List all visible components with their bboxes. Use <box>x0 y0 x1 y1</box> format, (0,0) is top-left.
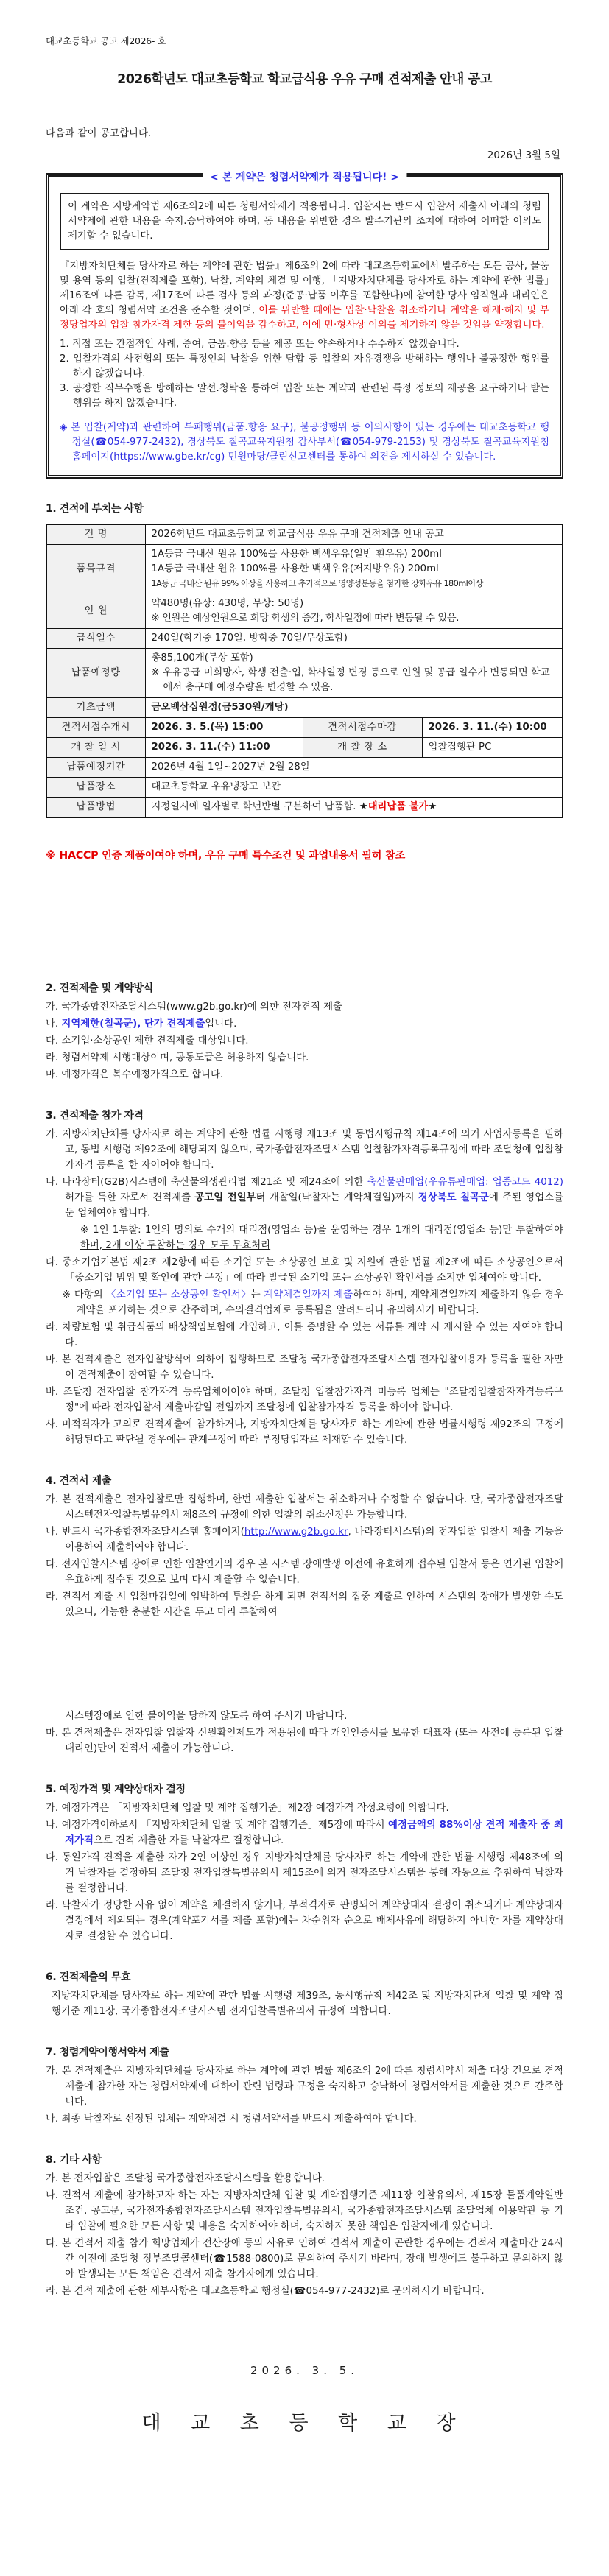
row-method-label: 납품방법 <box>46 798 145 818</box>
section7-items <box>46 2063 563 2127</box>
row-bid-open-label: 개 찰 일 시 <box>46 738 145 758</box>
row-qty-label: 납품예정량 <box>46 649 145 698</box>
row-bid-place-value: 입찰집행관 PC <box>422 738 563 758</box>
table-row <box>46 649 563 698</box>
section4-heading: 4. 견적서 제출 <box>46 1475 111 1487</box>
s3-na-mid1: 허가를 득한 자로서 견적제출 <box>65 1192 195 1203</box>
s8-item-da: 다. 본 견적서 제출 참가 희망업체가 전산장애 등의 사유로 인하여 견적서 제출이 곤란한 경우에는 견적서 제출마간 24시간 이전에 조달청 정부조달콜센터(☎1588-0800)로 문의하여 주시기 바라며, 장애 발생에도 불구하고 문의하지 않아 발생되는 모든 책임은 견적서 제출 참가자에게 있습니다. <box>46 2238 563 2280</box>
s3-na-pre: 나. 나라장터(G2B)시스템에 축산물위생관리법 제21조 및 제24조에 의한 <box>46 1177 367 1188</box>
spec-line-3: 1A등급 국내산 원유 99% 이상을 사용하고 추가적으로 영양성분등을 첨가한 강화우유 180ml이상 <box>151 579 483 588</box>
spec-line-1: 1A등급 국내산 원유 100%를 사용한 백색우유(일반 흰우유) 200ml <box>151 549 442 560</box>
s3-na-post: 에 주된 영업소를 둔 업체여야 합니다. <box>65 1192 564 1219</box>
s4-na-pre: 나. 반드시 국가종합전자조달시스템 홈페이지( <box>46 1527 244 1538</box>
s4-item-na <box>46 1524 563 1555</box>
s2-item-na <box>46 1016 563 1032</box>
s3-na-license: 축산물판매업(우유류판매업: 업종코드 4012) <box>367 1177 563 1188</box>
corruption-report-notice: ◈ 본 입찰(계약)과 관련하여 부패행위(금품.향응 요구), 불공정행위 등 이의사항이 있는 경우에는 대교초등학교 행정실(☎054-977-2432), 경상북도 칠곡교육지원청 감사부서(☎054-979-2153) 및 경상북도 칠곡교육지원청 홈페이지(https://www.gbe.kr/cg) 민원마당/클린신고센터를 통하여 의견을 제시하실 수 있습니다. <box>60 422 549 462</box>
table-row <box>46 798 563 818</box>
row-spec-label: 품목규격 <box>46 545 145 594</box>
pledge-paragraph-black: 『지방자치단체를 당사자로 하는 계약에 관한 법률』제6조의 2에 따라 대교초등학교에서 발주하는 모든 공사, 물품 및 용역 등의 입찰(견적제출 포함), 낙찰, 계약의 체결 및 이행, 「지방자치단체를 당사자로 하는 계약에 관한 법률」제16조에 따른 감독, 제17조에 따른 검사 등의 과정(준공·납품 이후를 포함한다)에 참여한 당사 임직원과 대리인은 아래 각 호의 청렴서약 조건을 준수할 것이며, <box>60 261 549 316</box>
s2-item-ga: 가. 국가종합전자조달시스템(www.g2b.go.kr)에 의한 전자견적 제출 <box>46 1002 343 1013</box>
s3-na-region: 경상북도 칠곡군 <box>418 1192 489 1203</box>
s2-item-ra: 라. 청렴서약제 시행대상이며, 공동도급은 허용하지 않습니다. <box>46 1052 309 1063</box>
section7-heading: 7. 청렴계약이행서약서 제출 <box>46 2047 169 2058</box>
s5-award-rule: 예정금액의 88%이상 견적 제출자 중 최저가격 <box>65 1820 563 1846</box>
row-name-value: 2026학년도 대교초등학교 학교급식용 우유 구매 견적제출 안내 공고 <box>145 524 563 545</box>
s3-da-note-pre: ※ 다항의 <box>62 1289 107 1301</box>
s4-item-ra-part2: 시스템장애로 인한 불이익을 당하지 않도록 하여 주시기 바랍니다. <box>65 1711 348 1722</box>
s4-item-ra-part1: 라. 견적서 제출 시 입찰마감일에 임박하여 투찰을 하게 되면 견적서의 집중 제출로 인하여 시스템의 장애가 발생할 수도 있으니, 가능한 충분한 시간을 두고 미리 투찰하여 <box>46 1591 563 1618</box>
row-place-label: 납품장소 <box>46 778 145 798</box>
s3-item-ma: 마. 본 견적제출은 전자입찰방식에 의하여 집행하므로 조달청 국가종합전자조달시스템 전자입찰이용자 등록을 필한 자만이 견적제출에 참여할 수 있습니다. <box>46 1354 563 1381</box>
s5-item-da: 다. 동일가격 견적을 제출한 자가 2인 이상인 경우 지방자치단체를 당사자로 하는 계약에 관한 법률 시행령 제48조에 의거 낙찰자를 결정하되 조달청 전자입찰특별유의서 제15조에 의거 전자조달시스템을 통해 자동으로 추첨하여 낙찰자를 결정합니다. <box>46 1852 563 1894</box>
haccp-note: ※ HACCP 인증 제품이여야 하며, 우유 구매 특수조건 및 과업내용서 필히 참조 <box>46 850 405 862</box>
method-text: 지정일시에 일자별로 학년반별 구분하여 납품함. <box>151 801 359 812</box>
s3-item-ba: 바. 조달청 전자입찰 참가자격 등록업체이어야 하며, 조달청 입찰참가자격 미등록 업체는 "조달청입찰참자자격등록규정"에 따라 전자입찰서 제출마감일 전일까지 조달청에 입찰참가자격 등록을 하여야 합니다. <box>46 1387 563 1413</box>
row-place-value: 대교초등학교 우유냉장고 보관 <box>145 778 563 798</box>
spec-line-2: 1A등급 국내산 원유 100%를 사용한 백색우유(저지방우유) 200ml <box>151 563 439 574</box>
s3-one-bid-note <box>80 1222 563 1253</box>
pledge-item-1: 1. 직접 또는 간접적인 사례, 증여, 금품.향응 등을 제공 또는 약속하거나 수수하지 않겠습니다. <box>60 339 460 350</box>
s7-item-na: 나. 최종 낙찰자로 선정된 업체는 계약체결 시 청렴서약서를 반드시 제출하여야 합니다. <box>46 2114 417 2125</box>
s3-da-note-cert: 〈소기업 또는 소상공인 확인서〉 <box>106 1289 251 1301</box>
s4-item-ma: 마. 본 견적제출은 전자입찰 입찰자 신원확인제도가 적용됨에 따라 개인인증서를 보유한 대표자 (또는 사전에 등록된 입찰대리인)만이 견적서 제출이 가능합니다. <box>46 1728 563 1754</box>
section5-heading: 5. 예정가격 및 계약상대자 결정 <box>46 1784 186 1795</box>
row-base-value: 금오백삼십원정(금530원/개당) <box>145 698 563 718</box>
s2-item-ma: 마. 예정가격은 복수예정가격으로 합니다. <box>46 1069 224 1080</box>
pledge-item-list <box>60 337 549 411</box>
pledge-inner-box: 이 계약은 지방계약법 제6조의2에 따른 청렴서약제가 적용됩니다. 입찰자는 반드시 입찰서 제출시 아래의 청렴서약제에 관한 내용을 숙지.승낙하여야 하며, 동 내용을 위반한 경우 발주기관의 조치에 대하여 어떠한 이의도 제기할 수 없습니다. <box>60 193 549 250</box>
section2-items <box>46 999 563 1083</box>
section3-heading: 3. 견적제출 참가 자격 <box>46 1110 144 1122</box>
announcement-date: 2026년 3월 5일 <box>487 149 560 161</box>
s8-item-na: 나. 견적서 제출에 참가하고자 하는 자는 지방자치단체 입찰 및 계약집행기준 제11장 입찰유의서, 제15장 물품계약일반조건, 공고문, 국가전자종합전자조달시스템 전자입찰특별유의서, 국가종합전자조달시스템 조달업체 이용약관 등 기타 입찰에 필요한 모든 사항 및 내용을 숙지하여야 하며, 숙지하지 못한 책임은 입찰자에게 있습니다. <box>46 2190 563 2232</box>
section2-heading: 2. 견적제출 및 계약방식 <box>46 982 153 994</box>
method-star-left: ★ <box>359 801 368 812</box>
s3-da-note <box>63 1287 563 1318</box>
table-row <box>46 524 563 545</box>
row-period-label: 납품예정기간 <box>46 758 145 778</box>
table-row <box>46 698 563 718</box>
s3-item-sa: 사. 미적격자가 고의로 견적제출에 참가하거나, 지방자치단체를 당사자로 하는 계약에 관한 법률시행령 제92조의 규정에 해당된다고 판단될 경우에는 관계규정에 따라 부정당업자로 제재할 수 있습니다. <box>46 1419 563 1446</box>
row-method-value <box>145 798 563 818</box>
g2b-url-link: http://www.g2b.go.kr <box>244 1527 348 1538</box>
s3-one-bid-note-text: ※ 1인 1투찰: 1인의 명의로 수개의 대리점(영업소 등)을 운영하는 경우 1개의 대리점(영업소 등)만 투찰하여야 하며, 2개 이상 투찰하는 경우 모두 무효처리 <box>80 1225 563 1251</box>
people-line-1: 약480명(유상: 430명, 무상: 50명) <box>151 598 304 609</box>
s3-da-note-deadline: 계약체결일까지 제출 <box>264 1289 353 1301</box>
pledge-paragraph <box>60 259 549 333</box>
pledge-item-3: 3. 공정한 직무수행을 방해하는 알선.청탁을 통하여 입찰 또는 계약과 관련된 특정 정보의 제공을 요구하거나 받는 행위를 하지 않겠습니다. <box>60 383 549 409</box>
table-row <box>46 629 563 649</box>
table-row <box>46 545 563 594</box>
section6-body: 지방자치단체를 당사자로 하는 계약에 관한 법률 시행령 제39조, 동시행규칙 제42조 및 지방자치단체 입찰 및 계약 집행기준 제11장, 국가종합전자조달시스템 전자입찰특별유의서 규정에 의합니다. <box>52 1991 563 2017</box>
s3-item-da: 다. 중소기업기본법 제2조 제2항에 따른 소기업 또는 소상공인 보호 및 지원에 관한 법률 제2조에 따른 소상공인으로서 「중소기업 범위 및 확인에 관한 규정」에 따라 발급된 소기업 또는 소상공인 확인서를 소지한 업체여야 합니다. <box>46 1257 563 1284</box>
s7-item-ga: 가. 본 견적제출은 지방자치단체를 당사자로 하는 계약에 관한 법률 제6조의 2에 따른 청렴서약서 제출 대상 건으로 견적제출에 참가한 자는 청렴서약제에 대하여 관련 법령과 규정을 숙지하고 승낙하여 청렴서약서를 제출한 것으로 간주합니다. <box>46 2066 563 2108</box>
s8-item-ga: 가. 본 전자입찰은 조달청 국가종합전자조달시스템을 활용합니다. <box>46 2173 325 2184</box>
s5-item-ga: 가. 예정가격은 「지방자치단체 입찰 및 계약 집행기준」제2장 예정가격 작성요령에 의합니다. <box>46 1803 449 1814</box>
section8-heading: 8. 기타 사항 <box>46 2154 102 2166</box>
section5-items <box>46 1801 563 1944</box>
table-row <box>46 594 563 629</box>
s5-na-pre: 나. 예정가격이하로서 「지방자치단체 입찰 및 계약 집행기준」제5장에 따라서 <box>46 1820 389 1831</box>
s3-item-ga: 가. 지방자치단체를 당사자로 하는 계약에 관한 법률 시행령 제13조 및 동법시행규칙 제14조에 의거 사업자등록을 필하고, 동법 시행령 제92조에 해당되지 않으며, 국가종합전자조달시스템 입찰참가자격등록규정에 따라 조달청에 입찰참가자격 등록을 한 자이어야 합니다. <box>46 1129 563 1171</box>
principal-signature: 대 교 초 등 학 교 장 <box>141 2412 468 2435</box>
row-qty-value <box>145 649 563 698</box>
intro-line: 다음과 같이 공고합니다. <box>46 127 152 139</box>
method-star-right: ★ <box>428 801 437 812</box>
section4-items <box>46 1492 563 1756</box>
bid-conditions-table <box>46 524 563 818</box>
qty-line-2: ※ 우유공급 미희망자, 학생 전출·입, 학사일정 변경 등으로 인원 및 공급 일수가 변동되면 학교에서 총구매 예정수량을 변경할 수 있음. <box>151 667 550 693</box>
s4-item-da: 다. 전자입찰시스템 장애로 인한 입찰연기의 경우 본 시스템 장애발생 이전에 유효하게 접수된 입찰서 등은 연기된 입찰에 유효하게 접수된 것으로 보며 다시 제출할 수 없습니다. <box>46 1559 563 1586</box>
method-no-proxy: 대리납품 불가 <box>367 801 429 812</box>
s4-item-ga: 가. 본 견적제출은 전자입찰로만 집행하며, 한번 제출한 입찰서는 취소하거나 수정할 수 없습니다. 단, 국가종합전자조달시스템전자입찰특별유의서 제8조의 규정에 의한 입찰의 취소신청은 가능합니다. <box>46 1494 563 1521</box>
page-title: 2026학년도 대교초등학교 학교급식용 우유 구매 견적제출 안내 공고 <box>117 72 492 87</box>
pledge-item-2: 2. 입찰가격의 사전협의 또는 특정인의 낙찰을 위한 담합 등 입찰의 자유경쟁을 방해하는 행위나 불공정한 행위를 하지 않겠습니다. <box>60 353 549 379</box>
row-close-value: 2026. 3. 11.(수) 10:00 <box>422 718 563 738</box>
section6-body-wrap <box>46 1988 563 2019</box>
table-row <box>46 738 563 758</box>
row-close-label: 견적서접수마감 <box>303 718 422 738</box>
row-days-value: 240일(학기중 170일, 방학중 70일/무상포함) <box>145 629 563 649</box>
s4-na-post: , 나라장터시스템)의 전자입찰 입찰서 제출 기능을 이용하여 제출하여야 합니다. <box>65 1527 563 1553</box>
row-open-start-label: 견적서접수개시 <box>46 718 145 738</box>
people-line-2: ※ 인원은 예상인원으로 희망 학생의 증감, 학사일정에 따라 변동될 수 있음. <box>151 613 460 624</box>
integrity-pledge-box <box>46 173 563 479</box>
s2-na-pre: 나. <box>46 1018 62 1030</box>
row-period-value: 2026년 4월 1일~2027년 2월 28일 <box>145 758 563 778</box>
row-days-label: 급식일수 <box>46 629 145 649</box>
row-spec-value <box>145 545 563 594</box>
s3-na-bold: 공고일 전일부터 <box>194 1192 266 1203</box>
pledge-paragraph-red: 이를 위반할 때에는 입찰·낙찰을 취소하거나 계약을 해제·해지 및 부정당업자의 입찰 참가자격 제한 등의 불이익을 감수하고, 이에 민·형사상 이의를 제기하지 않을 것임을 약정합니다. <box>60 305 549 331</box>
page-break-gap <box>46 1620 563 1707</box>
s3-item-na <box>46 1175 563 1221</box>
row-base-label: 기초금액 <box>46 698 145 718</box>
section6-heading: 6. 견적제출의 무효 <box>46 1971 131 1983</box>
row-bid-open-value: 2026. 3. 11.(수) 11:00 <box>145 738 303 758</box>
s2-na-region-limit: 지역제한(칠곡군), 단가 견적제출 <box>61 1018 205 1030</box>
signature-date: 2026. 3. 5. <box>250 2364 359 2377</box>
row-bid-place-label: 개 찰 장 소 <box>303 738 422 758</box>
s2-item-da: 다. 소기업·소상공인 제한 견적제출 대상입니다. <box>46 1035 249 1046</box>
section1-heading: 1. 견적에 부치는 사항 <box>46 503 144 515</box>
row-name-label: 건 명 <box>46 524 145 545</box>
pledge-box-legend: < 본 계약은 청렴서약제가 적용됩니다! > <box>203 169 406 184</box>
s3-item-ra: 라. 차량보험 및 취급식품의 배상책임보험에 가입하고, 이를 증명할 수 있는 서류를 계약 시 제시할 수 있는 자여야 합니다. <box>46 1322 563 1348</box>
s3-na-mid2: 개찰일(낙찰자는 계약체결일)까지 <box>265 1192 418 1203</box>
table-row <box>46 778 563 798</box>
row-people-value <box>145 594 563 629</box>
s2-na-post: 입니다. <box>205 1018 237 1030</box>
row-open-start-value: 2026. 3. 5.(목) 15:00 <box>145 718 303 738</box>
s5-item-ra: 라. 낙찰자가 정당한 사유 없이 계약을 체결하지 않거나, 부적격자로 판명되어 계약상대자 결정이 취소되거나 계약상대자 결정에서 제외되는 경우(계약포기서를 제출 포함)에는 차순위자 순으로 배제사유에 해당하지 아니한 자를 계약상대자로 결정할 수 있습니다. <box>46 1900 563 1942</box>
table-row <box>46 718 563 738</box>
document-number: 대교초등학교 공고 제2026- 호 <box>46 35 166 46</box>
table-row <box>46 758 563 778</box>
s5-item-na <box>46 1817 563 1848</box>
qty-line-1: 총85,100개(무상 포함) <box>151 652 253 664</box>
section8-items <box>46 2171 563 2299</box>
row-people-label: 인 원 <box>46 594 145 629</box>
s5-na-post: 으로 견적 제출한 자를 낙찰자로 결정합니다. <box>93 1835 284 1846</box>
s3-da-note-mid: 는 <box>250 1289 264 1301</box>
s3-da-note-post: 하여야 하며, 계약체결일까지 제출하지 않을 경우 계약을 포기하는 것으로 간주하며, 수의결격업체로 등록됨을 알려드리니 유의하시기 바랍니다. <box>76 1289 563 1316</box>
section3-items <box>46 1127 563 1448</box>
s8-item-ra: 라. 본 견적 제출에 관한 세부사항은 대교초등학교 행정실(☎054-977-2432)로 문의하시기 바랍니다. <box>46 2286 485 2297</box>
